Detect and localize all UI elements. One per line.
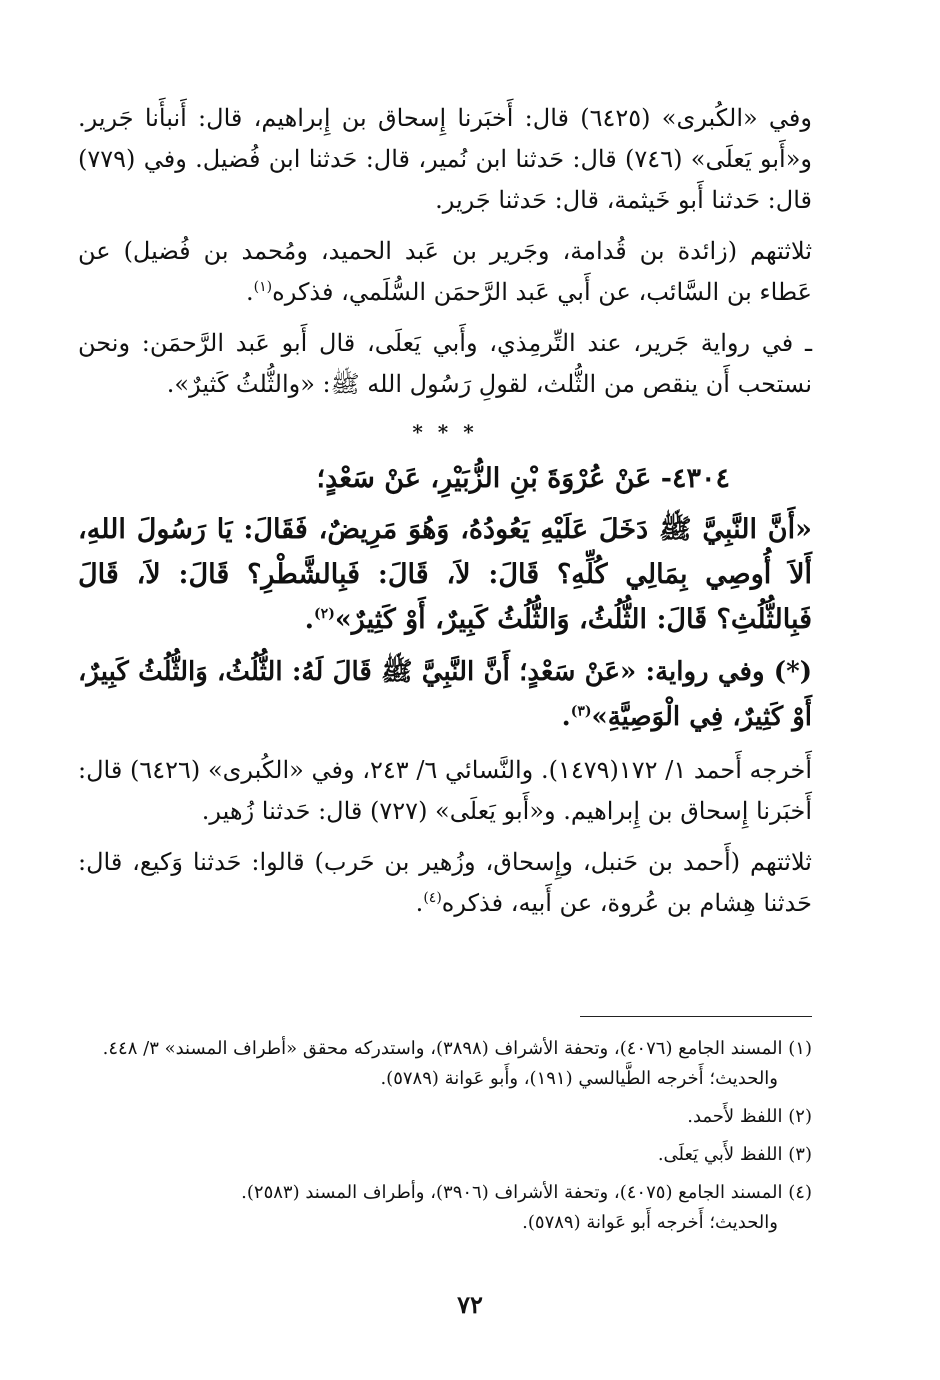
footnote-line: (١) المسند الجامع (٤٠٧٦)، وتحفة الأشراف (٣٨٩٨)، واستدركه محقق «أطراف المسند» ٣/ ٤٤٨. bbox=[102, 1038, 812, 1059]
footnote-ref-1[interactable]: (١) bbox=[253, 279, 273, 295]
hadith-variant bbox=[78, 650, 812, 740]
paragraph-end: . bbox=[246, 278, 254, 306]
paragraph-text: وفي «الكُبرى» (٦٤٢٥) قال: أَخبَرنا إِسحاق بن إِبراهيم، قال: أَنبأَنا جَرير. و«أَبو يَعلَى» (٧٤٦) قال: حَدثنا ابن نُمير، قال: حَدثنا ابن فُضيل. وفي (٧٧٩) قال: حَدثنا أَبو خَيثمة، قال: حَدثنا جَرير. bbox=[78, 104, 813, 214]
footnote-2 bbox=[78, 1102, 812, 1132]
footnotes bbox=[78, 1034, 812, 1246]
footnote-line: (٣) اللفظ لأَبي يَعلَى. bbox=[657, 1144, 812, 1165]
footnote-ref-2[interactable]: (٢) bbox=[314, 606, 335, 622]
hadith-text bbox=[78, 507, 812, 642]
footnote-4 bbox=[78, 1178, 812, 1238]
footnote-continuation: والحديث؛ أَخرجه الطَّيالسي (١٩١)، وأَبو عَوانة (٥٧٨٩). bbox=[380, 1068, 778, 1089]
paragraph-text: أَخرجه أَحمد ١/ ١٧٢(١٤٧٩). والنَّسائي ٦/ ٢٤٣، وفي «الكُبرى» (٦٤٢٦) قال: أَخبَرنا إِسحاق بن إِبراهيم. و«أَبو يَعلَى» (٧٢٧) قال: حَدثنا زُهير. bbox=[78, 756, 813, 825]
paragraph-end: . bbox=[415, 889, 424, 917]
variant-body: (*) وفي رواية: «عَنْ سَعْدٍ؛ أَنَّ النَّبِيَّ ﷺ قَالَ لَهُ: الثُّلُثُ، وَالثُّلُثُ كَبِيرٌ، أَوْ كَثِيرٌ، فِي الْوَصِيَّةِ» bbox=[78, 657, 812, 732]
footnote-ref-3[interactable]: (٣) bbox=[570, 703, 592, 720]
paragraph-text: ثلاثتهم (أَحمد بن حَنبل، وإِسحاق، وزُهير بن حَرب) قالوا: حَدثنا وَكيع، قال: حَدثنا هِشام بن عُروة، عن أَبيه، فذكره bbox=[78, 848, 812, 917]
footnote-divider bbox=[580, 1016, 812, 1017]
hadith-body: «أَنَّ النَّبِيَّ ﷺ دَخَلَ عَلَيْهِ يَعُودُهُ، وَهُوَ مَرِيضٌ، فَقَالَ: يَا رَسُولَ اللهِ، أَلاَ أُوصِي بِمَالِي كُلِّهِ؟ قَالَ: لاَ، قَالَ: فَبِالشَّطْرِ؟ قَالَ: لاَ، قَالَ فَبِالثُّلُثِ؟ قَالَ: الثُّلُثُ، وَالثُّلُثُ كَبِيرٌ، أَوْ كَثِيرٌ» bbox=[78, 514, 812, 635]
footnote-ref-4[interactable]: (٤) bbox=[423, 890, 442, 906]
paragraph-sources-1 bbox=[78, 98, 812, 221]
page-number: ٧٢ bbox=[457, 1290, 483, 1319]
paragraph-note bbox=[78, 323, 812, 405]
hadith-end: . bbox=[304, 604, 315, 635]
footnote-line: (٢) اللفظ لأَحمد. bbox=[687, 1106, 812, 1127]
footnote-continuation: والحديث؛ أَخرجه أَبو عَوانة (٥٧٨٩). bbox=[522, 1212, 778, 1233]
footnote-3 bbox=[78, 1140, 812, 1170]
variant-end: . bbox=[561, 702, 571, 732]
paragraph-chain bbox=[78, 231, 812, 313]
paragraph-sources-2 bbox=[78, 750, 812, 832]
paragraph-text: ثلاثتهم (زائدة بن قُدامة، وجَرير بن عَبد الحميد، ومُحمد بن فُضيل) عن عَطاء بن السَّائب، عن أَبي عَبد الرَّحمَن السُّلَمي، فذكره bbox=[78, 237, 812, 306]
paragraph-text: ـ في رواية جَرير، عند التِّرمِذي، وأَبي يَعلَى، قال أَبو عَبد الرَّحمَن: ونحن نستحب أَن ينقص من الثُّلث، لقولِ رَسُول الله ﷺ: «والثُّلثُ كَثيرٌ». bbox=[78, 329, 812, 398]
hadith-heading: ٤٣٠٤- عَنْ عُرْوَةَ بْنِ الزُّبَيْرِ، عَنْ سَعْدٍ؛ bbox=[316, 463, 730, 494]
paragraph-chain-2 bbox=[78, 842, 812, 924]
page-body bbox=[78, 98, 812, 934]
section-separator: * * * bbox=[412, 420, 478, 444]
footnote-1 bbox=[78, 1034, 812, 1094]
footnote-line: (٤) المسند الجامع (٤٠٧٥)، وتحفة الأشراف (٣٩٠٦)، وأطراف المسند (٢٥٨٣). bbox=[241, 1182, 812, 1203]
